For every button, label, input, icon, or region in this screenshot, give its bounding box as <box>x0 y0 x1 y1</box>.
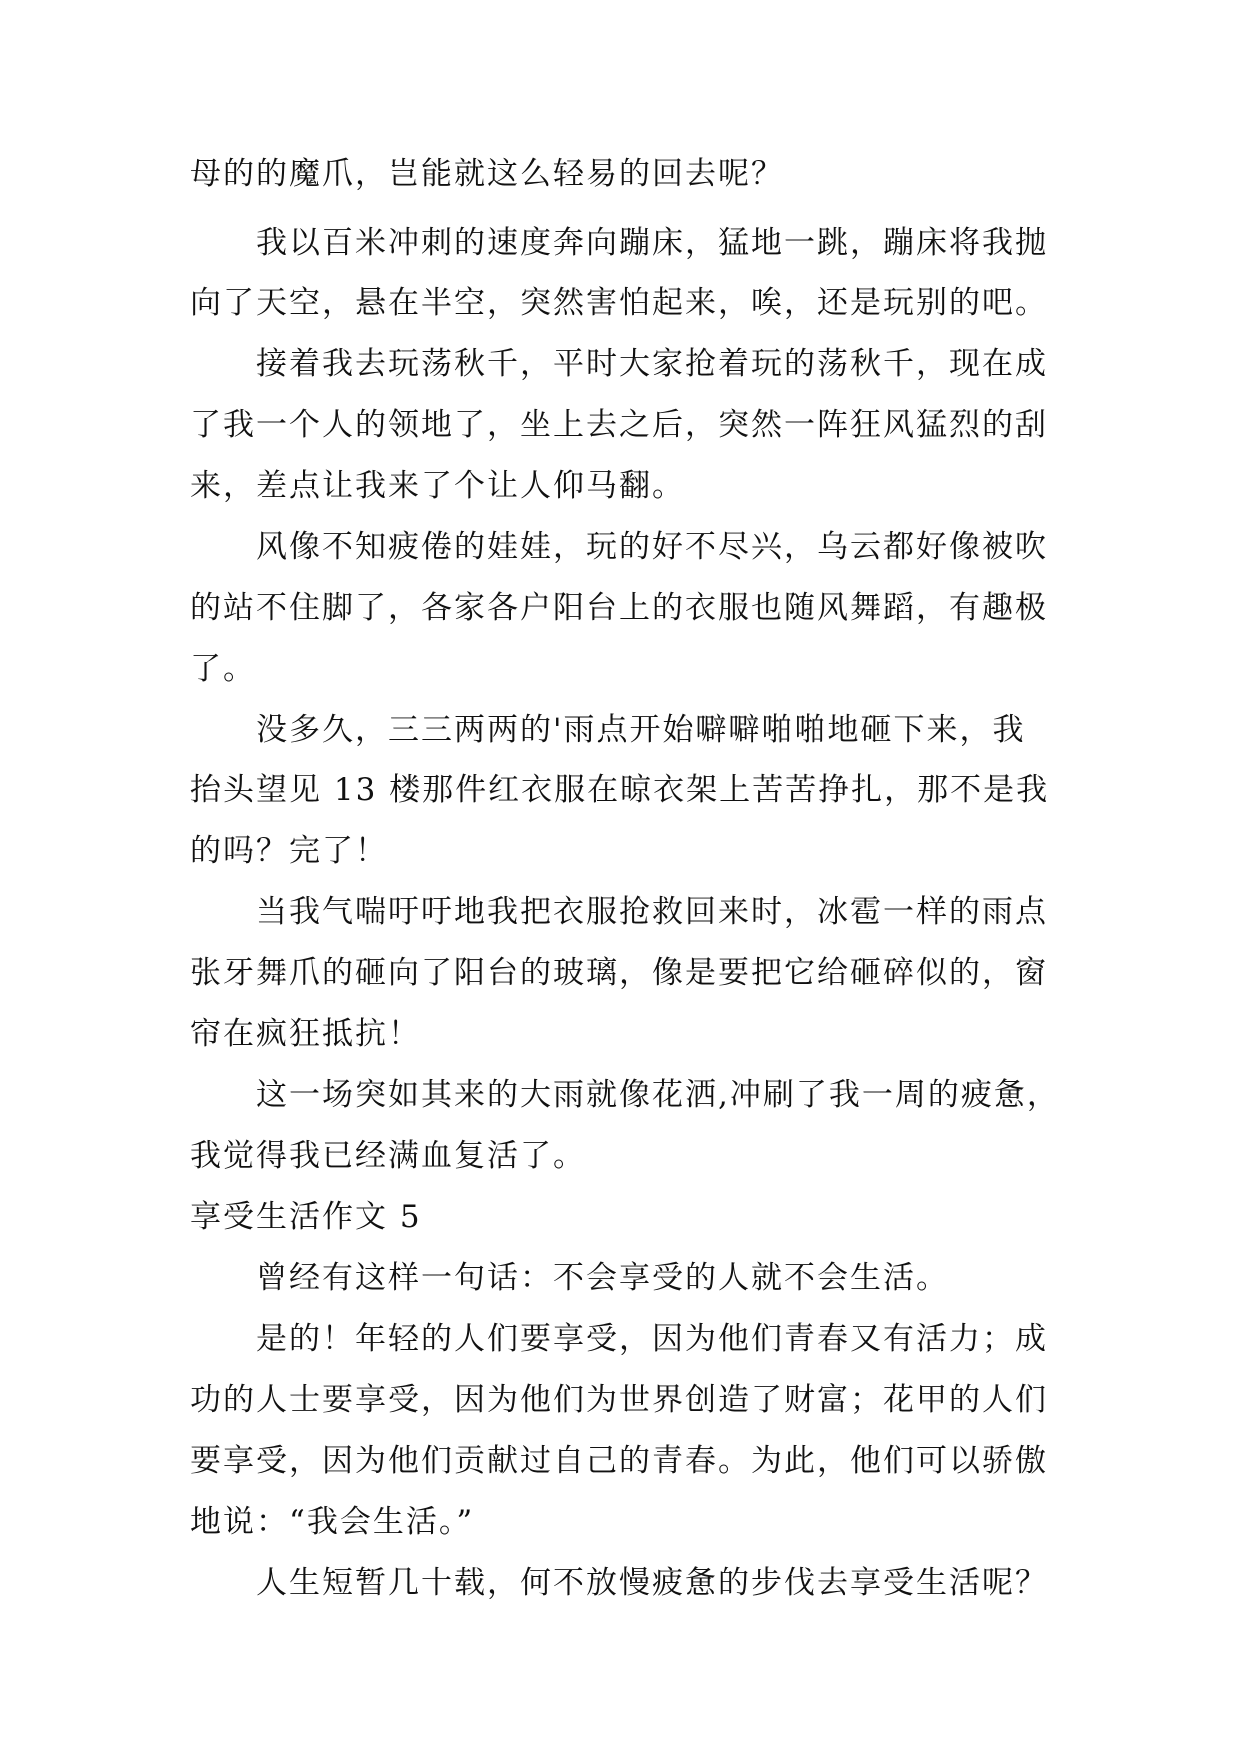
text-line: 的吗？完了！ <box>190 833 388 869</box>
paragraph-line: 是的！年轻的人们要享受，因为他们青春又有活力；成 <box>256 1321 1048 1357</box>
paragraph-line: 曾经有这样一句话：不会享受的人就不会生活。 <box>256 1260 949 1296</box>
text-line: 了。 <box>190 651 256 687</box>
paragraph-line: 接着我去玩荡秋千，平时大家抢着玩的荡秋千，现在成 <box>256 346 1048 382</box>
text-line: 我觉得我已经满血复活了。 <box>190 1138 586 1174</box>
paragraph-line: 风像不知疲倦的娃娃，玩的好不尽兴，乌云都好像被吹 <box>256 529 1048 565</box>
text-line: 向了天空，悬在半空，突然害怕起来，唉，还是玩别的吧。 <box>190 285 1048 321</box>
paragraph-line: 我以百米冲刺的速度奔向蹦床，猛地一跳，蹦床将我抛 <box>256 225 1048 261</box>
text-line: 来，差点让我来了个让人仰马翻。 <box>190 468 685 504</box>
text-line: 母的的魔爪，岂能就这么轻易的回去呢？ <box>190 156 784 192</box>
paragraph-line: 这一场突如其来的大雨就像花洒,冲刷了我一周的疲惫， <box>256 1077 1060 1113</box>
text-line: 的站不住脚了，各家各户阳台上的衣服也随风舞蹈，有趣极 <box>190 590 1048 626</box>
text-line: 帘在疯狂抵抗！ <box>190 1016 421 1052</box>
paragraph-line: 当我气喘吁吁地我把衣服抢救回来时，冰雹一样的雨点 <box>256 894 1048 930</box>
text-line: 张牙舞爪的砸向了阳台的玻璃，像是要把它给砸碎似的，窗 <box>190 955 1048 991</box>
text-line: 抬头望见 13 楼那件红衣服在晾衣架上苦苦挣扎，那不是我 <box>190 772 1050 808</box>
paragraph-line: 人生短暂几十载，何不放慢疲惫的步伐去享受生活呢？ <box>256 1565 1048 1601</box>
text-line: 功的人士要享受，因为他们为世界创造了财富；花甲的人们 <box>190 1382 1048 1418</box>
text-line: 地说：“我会生活。” <box>190 1504 475 1540</box>
text-line: 要享受，因为他们贡献过自己的青春。为此，他们可以骄傲 <box>190 1443 1048 1479</box>
paragraph-line: 没多久，三三两两的'雨点开始噼噼啪啪地砸下来，我 <box>256 712 1026 748</box>
section-heading: 享受生活作文 5 <box>190 1199 422 1235</box>
text-line: 了我一个人的领地了，坐上去之后，突然一阵狂风猛烈的刮 <box>190 407 1048 443</box>
